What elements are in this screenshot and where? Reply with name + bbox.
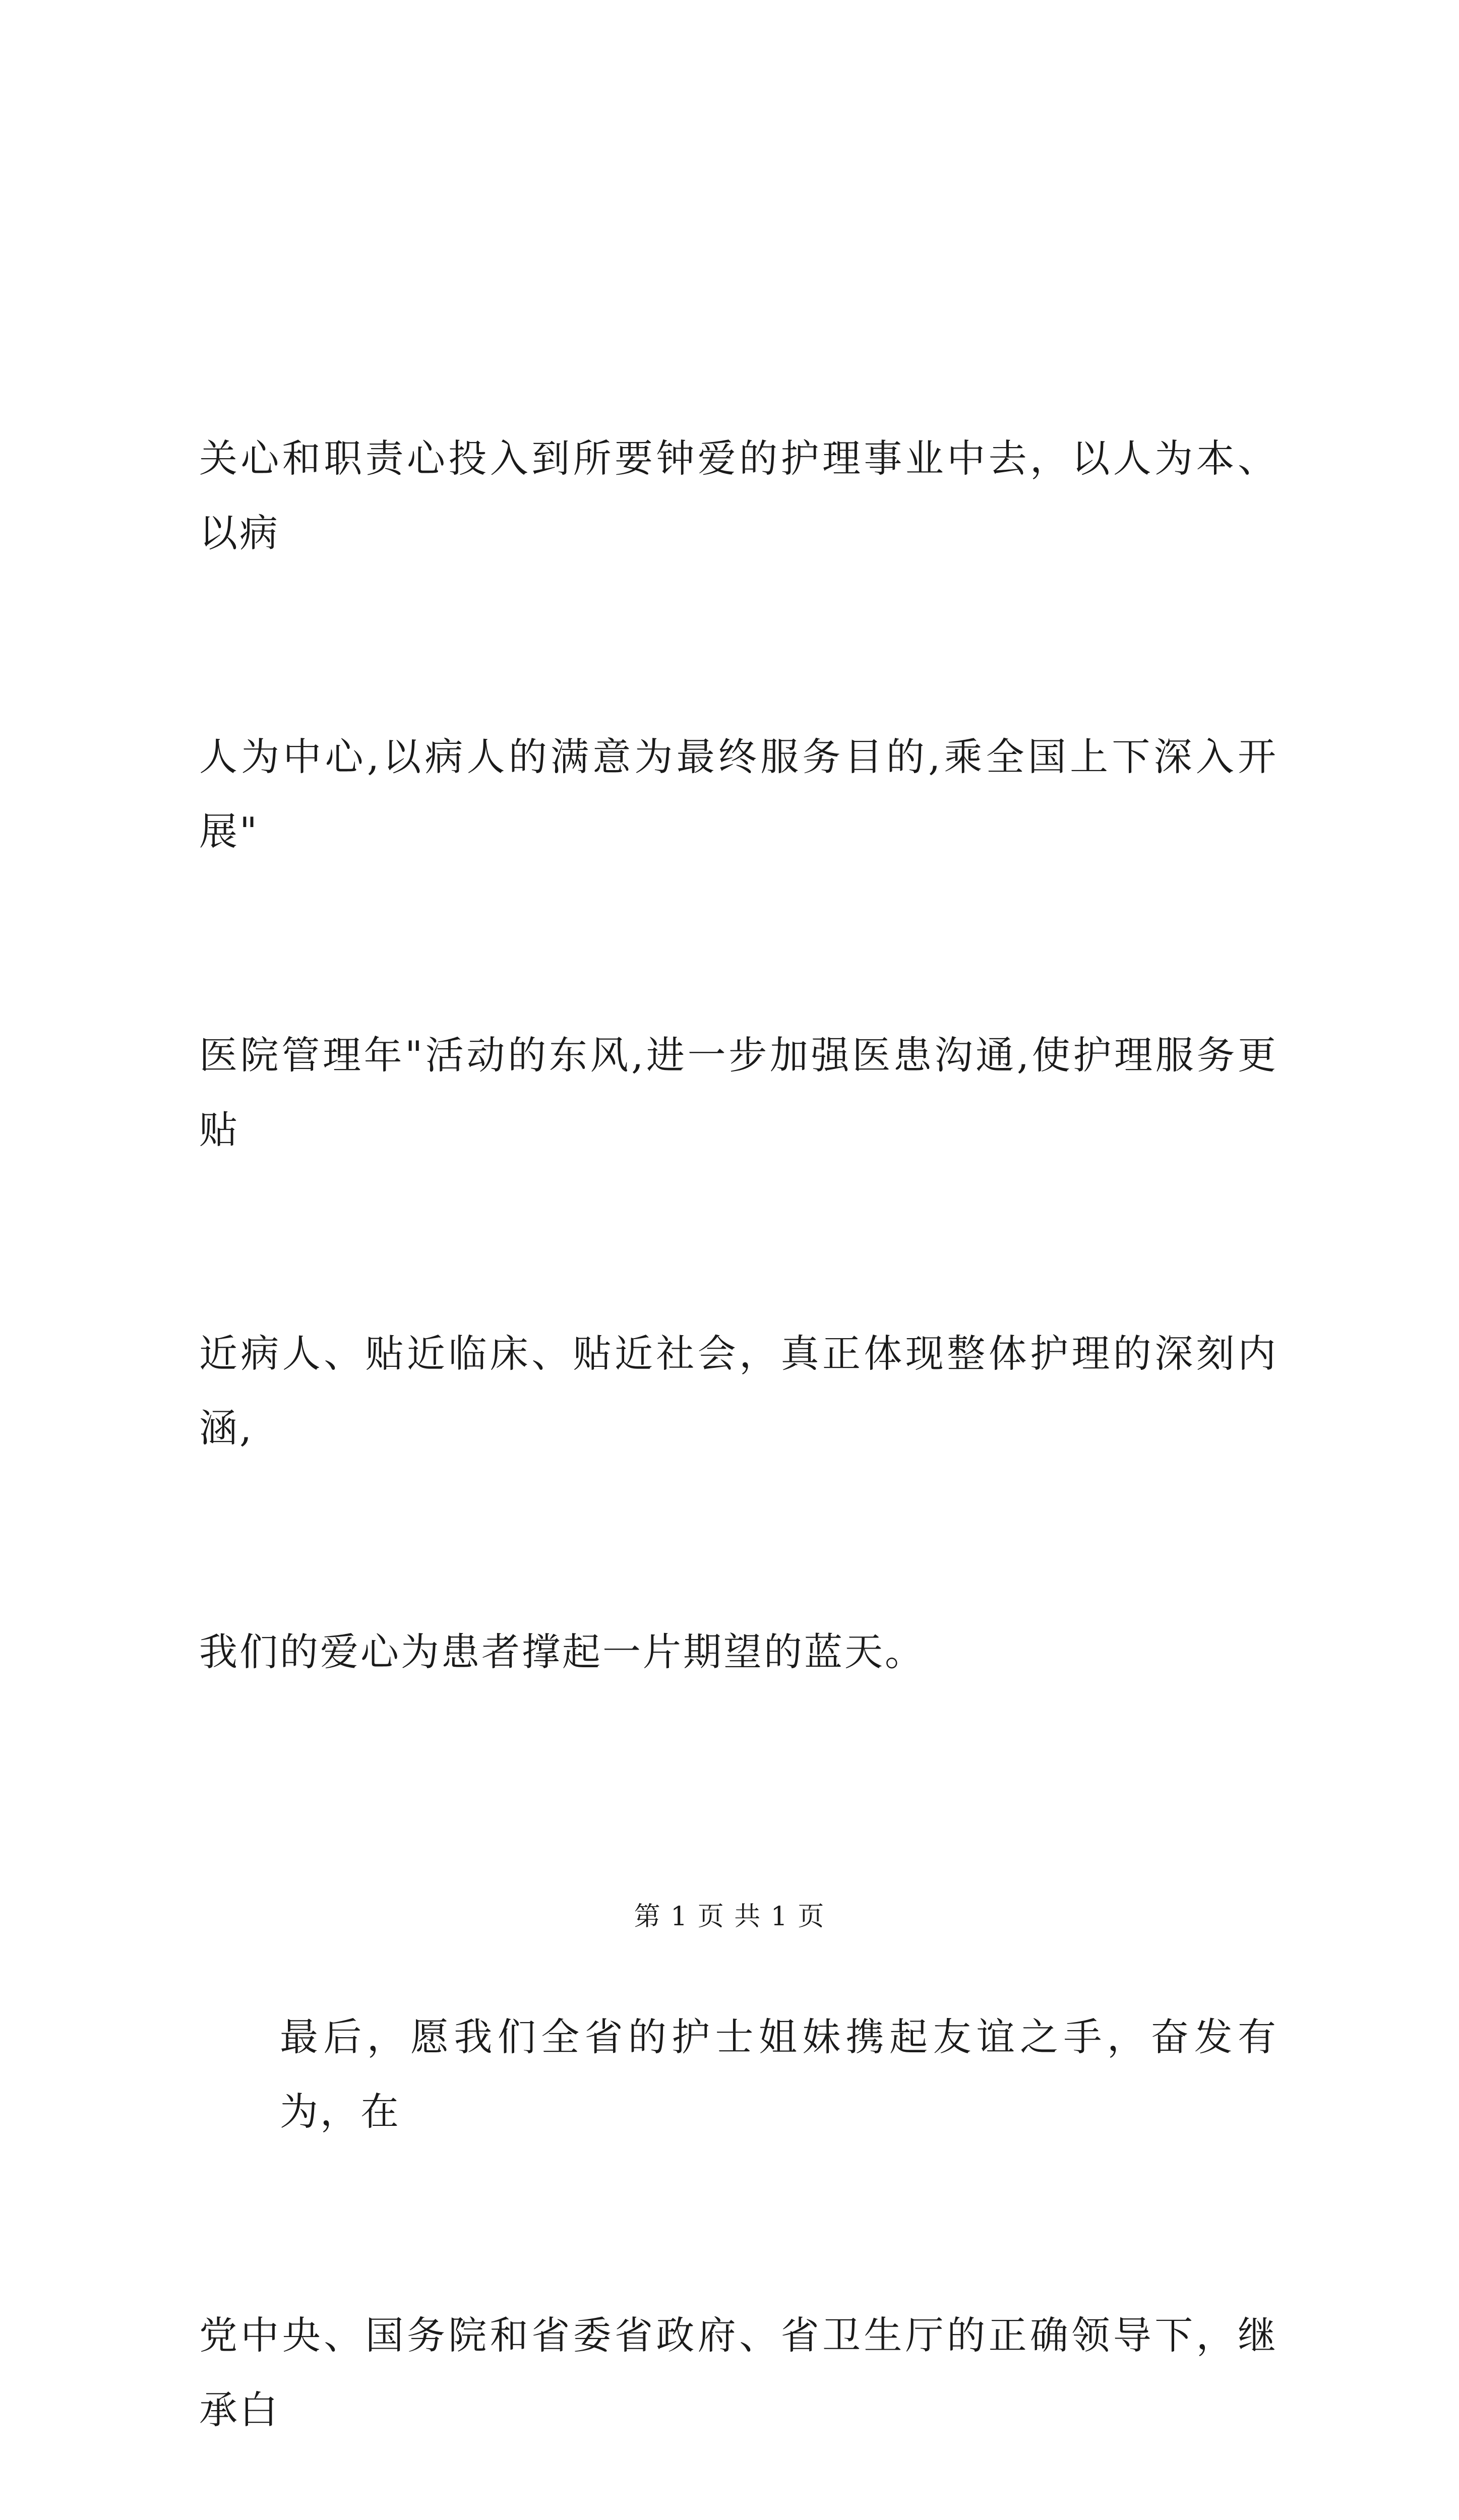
text-line: 近病人、贴近临床、贴近社会，真正体现整体护理的深刻内涵, <box>199 1331 1278 1451</box>
text-line: 关心和职责心投入到所要钟爱的护理事业中去，以人为本、以病 <box>199 436 1278 555</box>
text-line: 党中央、国务院和省委省政府、省卫生厅的正确领导下，继承白 <box>199 2313 1278 2432</box>
paragraph-1 <box>199 272 1278 1839</box>
text-line: 人为中心,以病人的满意为最终服务目的,乘全国上下深入开展" <box>199 734 1278 854</box>
text-line: 医院管理年"活动的东风,进一步加强医患沟通,使护理服务更贴 <box>199 1033 1278 1152</box>
text-line: 我们的爱心为患者撑起一片期望的蓝天。 <box>199 1629 925 1674</box>
page-number-footer: 第 1 页 共 1 页 <box>634 1902 825 1932</box>
paragraph-2 <box>199 1851 1278 2520</box>
text-line: 最后，愿我们全省的护士姐妹携起友谊之手，奋发有为，在 <box>280 2014 1278 2134</box>
document-body <box>199 272 1278 2520</box>
